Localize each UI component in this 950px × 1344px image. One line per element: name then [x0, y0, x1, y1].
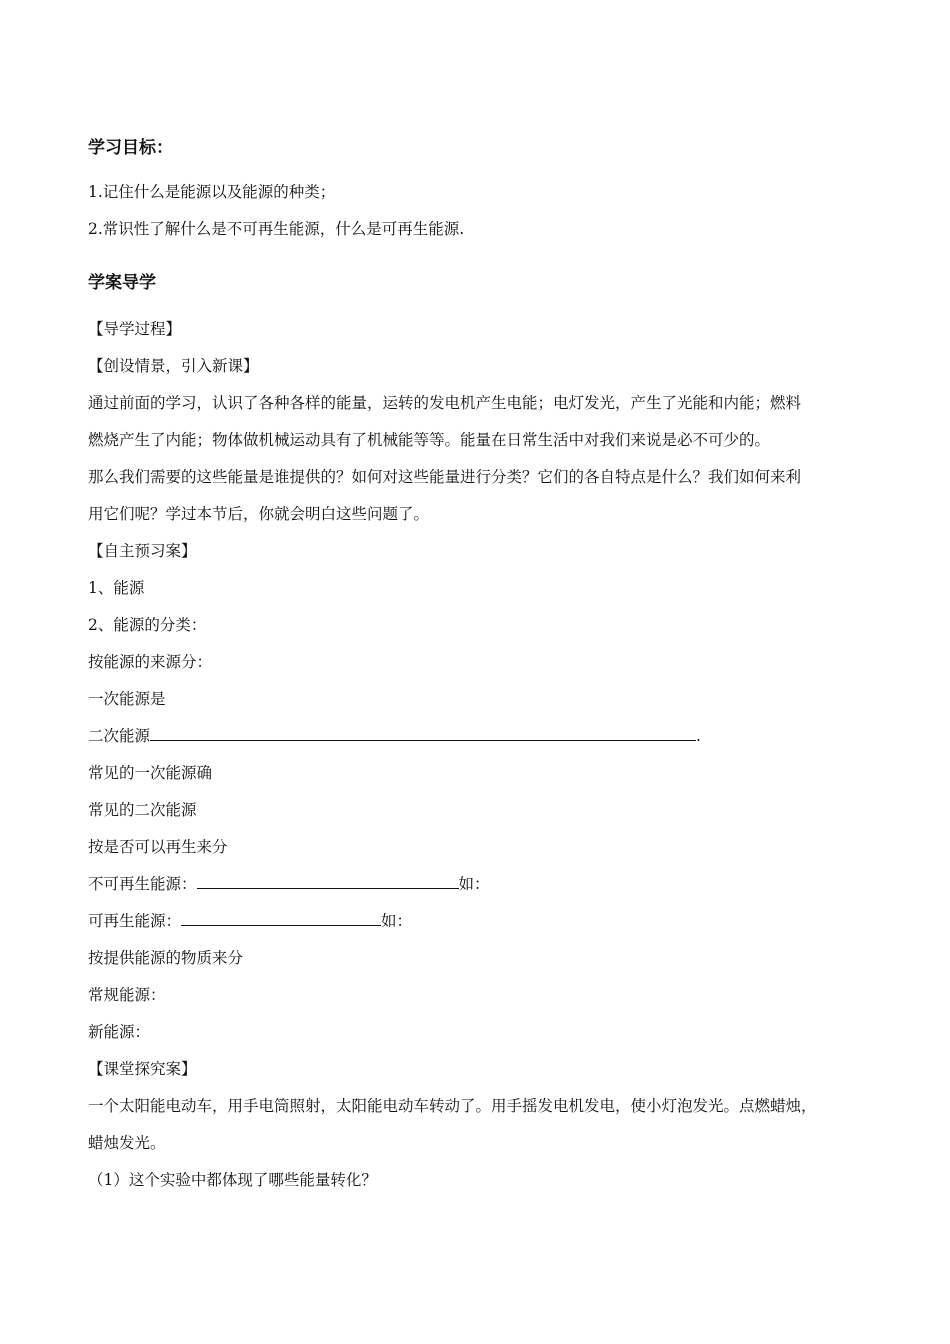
secondary-energy-label: 二次能源: [88, 727, 151, 745]
section-explore-title: 【课堂探究案】: [88, 1060, 197, 1078]
nonrenewable-suffix: 如：: [458, 875, 490, 893]
intro-line-1: 通过前面的学习，认识了各种各样的能量，运转的发电机产生电能；电灯发光，产生了光能和内能；燃料: [88, 394, 802, 412]
section-intro-title: 【创设情景，引入新课】: [88, 357, 259, 375]
by-material-text: 按提供能源的物质来分: [88, 949, 244, 967]
objective-1: 1.记住什么是能源以及能源的种类；: [88, 183, 336, 201]
fill-blank-nonrenewable[interactable]: [197, 874, 459, 889]
section-preview-title: 【自主预习案】: [88, 542, 197, 560]
intro-line-4: 用它们呢？学过本节后，你就会明白这些问题了。: [88, 505, 430, 523]
conventional-energy-text: 常规能源：: [88, 986, 166, 1004]
preview-item-2: 2、能源的分类：: [88, 616, 207, 634]
fill-blank-secondary[interactable]: [150, 726, 696, 741]
explore-line-2: 蜡烛发光。: [88, 1134, 166, 1152]
common-secondary-text: 常见的二次能源: [88, 801, 197, 819]
intro-line-2: 燃烧产生了内能；物体做机械运动具有了机械能等等。能量在日常生活中对我们来说是必不可少的。: [88, 431, 771, 449]
nonrenewable-line: [88, 874, 490, 894]
nonrenewable-label: 不可再生能源：: [88, 875, 197, 893]
explore-line-1: 一个太阳能电动车，用手电筒照射，太阳能电动车转动了。用手摇发电机发电，使小灯泡发光。点燃蜡烛，: [88, 1097, 817, 1115]
question-1: （1）这个实验中都体现了哪些能量转化？: [88, 1171, 377, 1189]
new-energy-text: 新能源：: [88, 1023, 151, 1041]
heading-objectives: 学习目标：: [88, 138, 173, 158]
secondary-energy-line: [88, 726, 701, 746]
by-renewable-text: 按是否可以再生来分: [88, 838, 228, 856]
heading-guide: 学案导学: [88, 273, 156, 293]
by-source-text: 按能源的来源分：: [88, 653, 213, 671]
primary-energy-text: 一次能源是: [88, 690, 166, 708]
secondary-energy-end: .: [696, 727, 701, 745]
renewable-label: 可再生能源：: [88, 912, 182, 930]
fill-blank-renewable[interactable]: [181, 911, 381, 926]
renewable-line: [88, 911, 412, 931]
objective-2: 2.常识性了解什么是不可再生能源，什么是可再生能源.: [88, 220, 465, 238]
section-process-title: 【导学过程】: [88, 320, 182, 338]
common-primary-text: 常见的一次能源确: [88, 764, 213, 782]
renewable-suffix: 如：: [381, 912, 413, 930]
preview-item-1: 1、能源: [88, 579, 145, 597]
intro-line-3: 那么我们需要的这些能量是谁提供的？如何对这些能量进行分类？它们的各自特点是什么？我们如何来利: [88, 468, 802, 486]
